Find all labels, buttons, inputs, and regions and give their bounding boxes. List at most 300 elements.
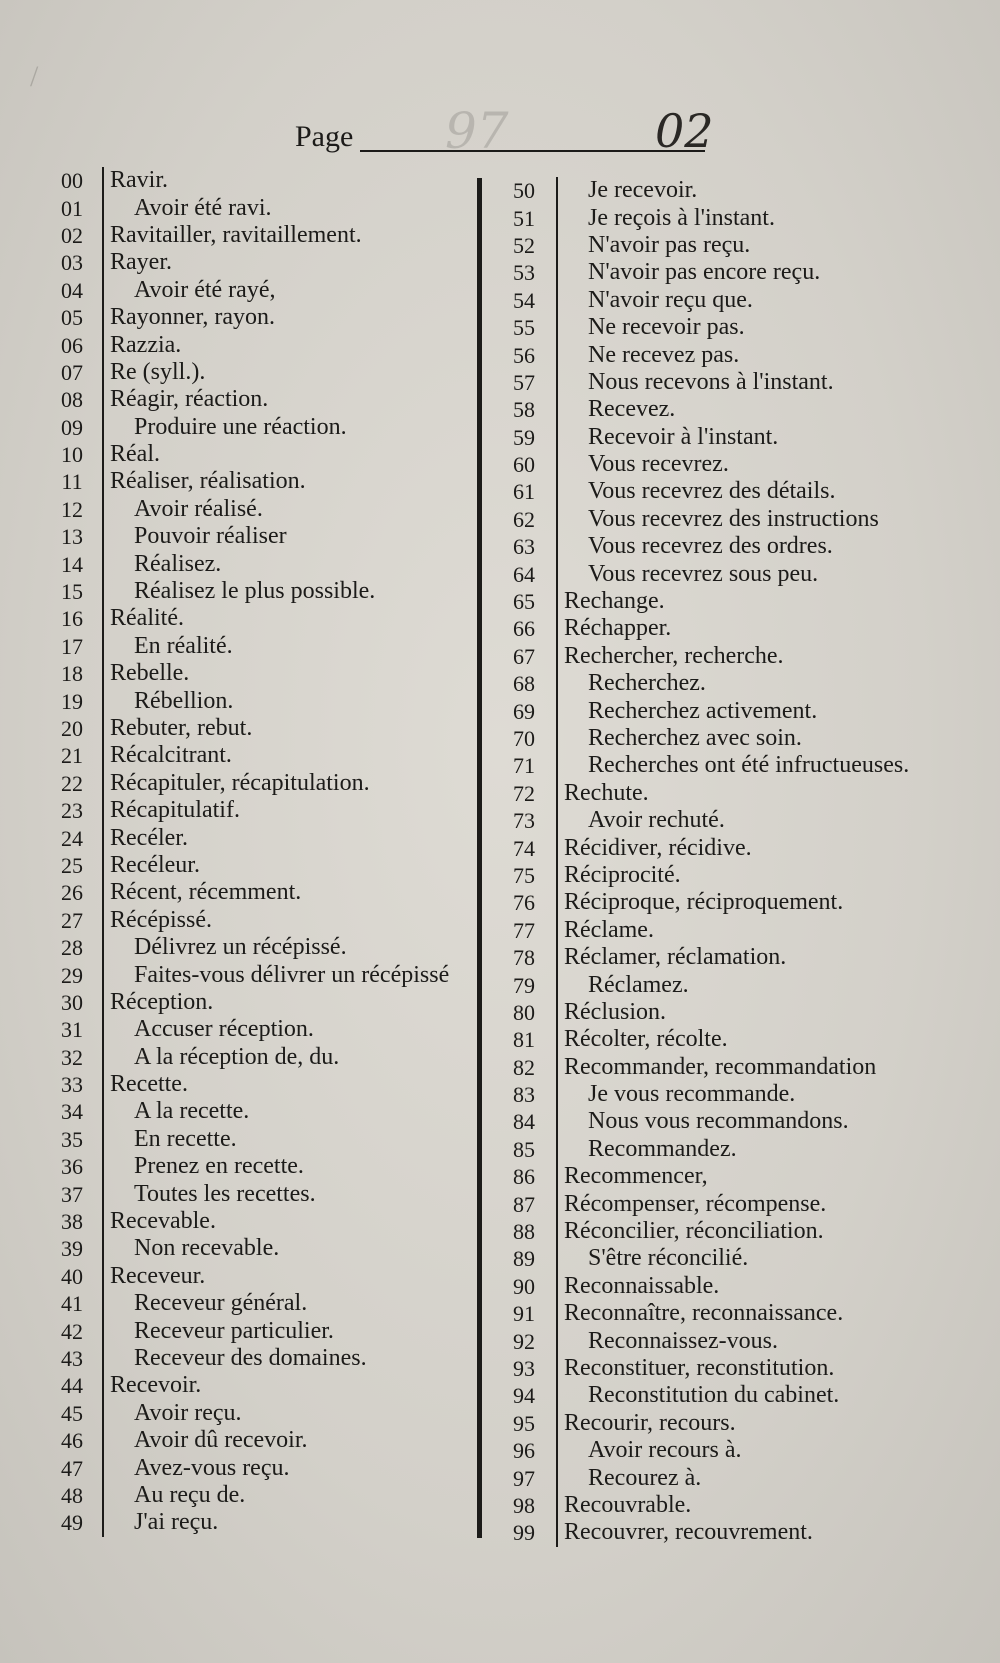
code-entry-row xyxy=(500,1519,950,1546)
code-entry-row xyxy=(50,1180,490,1207)
code-phrase: Vous recevrez sous peu. xyxy=(588,560,819,587)
code-number: 41 xyxy=(50,1290,104,1317)
code-number: 80 xyxy=(500,999,558,1026)
code-entry-row xyxy=(50,578,490,605)
code-entry-row xyxy=(500,1382,950,1409)
code-phrase: Recourir, recours. xyxy=(564,1409,736,1436)
code-number: 51 xyxy=(500,204,558,231)
code-entry-row xyxy=(500,478,950,505)
left-code-column xyxy=(50,167,490,1537)
code-entry-row xyxy=(500,1054,950,1081)
code-entry-row xyxy=(500,1163,950,1190)
code-number: 12 xyxy=(50,496,104,523)
code-entry-row xyxy=(500,396,950,423)
code-phrase: Reconstituer, reconstitution. xyxy=(564,1354,835,1381)
code-entry-row xyxy=(500,1437,950,1464)
code-number: 63 xyxy=(500,533,558,560)
code-number: 91 xyxy=(500,1300,558,1327)
code-number: 83 xyxy=(500,1081,558,1108)
code-number: 21 xyxy=(50,742,104,769)
code-number: 77 xyxy=(500,917,558,944)
code-phrase: Réclusion. xyxy=(564,998,666,1025)
code-phrase: Récent, récemment. xyxy=(110,879,302,906)
code-phrase: Je reçois à l'instant. xyxy=(588,204,775,231)
code-phrase: Récalcitrant. xyxy=(110,742,232,769)
code-entry-row xyxy=(50,605,490,632)
code-number: 23 xyxy=(50,797,104,824)
code-entry-row xyxy=(500,204,950,231)
code-entry-row xyxy=(50,1509,490,1536)
code-number: 89 xyxy=(500,1245,558,1272)
code-entry-row xyxy=(50,1427,490,1454)
code-entry-row xyxy=(50,1126,490,1153)
code-number: 28 xyxy=(50,934,104,961)
code-number: 22 xyxy=(50,770,104,797)
code-phrase: Reconnaissable. xyxy=(564,1272,720,1299)
code-number: 85 xyxy=(500,1136,558,1163)
code-entry-row xyxy=(500,341,950,368)
code-number: 84 xyxy=(500,1108,558,1135)
code-number: 07 xyxy=(50,359,104,386)
code-entry-row xyxy=(500,451,950,478)
code-entry-row xyxy=(500,862,950,889)
code-entry-row xyxy=(50,961,490,988)
handwritten-page-number: 02 xyxy=(655,104,714,158)
code-number: 36 xyxy=(50,1153,104,1180)
code-number: 87 xyxy=(500,1190,558,1217)
code-number: 54 xyxy=(500,287,558,314)
code-number: 44 xyxy=(50,1372,104,1399)
code-phrase: Receveur des domaines. xyxy=(134,1344,367,1371)
code-phrase: Vous recevrez des ordres. xyxy=(588,533,833,560)
code-entry-row xyxy=(50,907,490,934)
code-phrase: Recéleur. xyxy=(110,851,200,878)
code-entry-row xyxy=(50,167,490,194)
code-phrase: Réal. xyxy=(110,441,160,468)
code-phrase: Receveur. xyxy=(110,1262,206,1289)
code-number: 72 xyxy=(500,780,558,807)
handwritten-old-page-number: 97 xyxy=(445,102,509,160)
code-entry-row xyxy=(50,441,490,468)
code-phrase: Toutes les recettes. xyxy=(134,1180,316,1207)
code-number: 58 xyxy=(500,396,558,423)
code-number: 60 xyxy=(500,451,558,478)
code-entry-row xyxy=(500,834,950,861)
code-phrase: Receveur général. xyxy=(134,1290,308,1317)
code-phrase: Recommander, recommandation xyxy=(564,1053,877,1080)
code-phrase: Réclame. xyxy=(564,916,654,943)
code-number: 88 xyxy=(500,1218,558,1245)
code-number: 08 xyxy=(50,386,104,413)
code-entry-row xyxy=(50,1098,490,1125)
code-entry-row xyxy=(50,742,490,769)
code-entry-row xyxy=(500,424,950,451)
code-phrase: Réciproque, réciproquement. xyxy=(564,889,844,916)
code-number: 74 xyxy=(500,834,558,861)
code-phrase: Recevez. xyxy=(588,396,676,423)
code-entry-row xyxy=(50,523,490,550)
code-entry-row xyxy=(500,1492,950,1519)
code-entry-row xyxy=(500,314,950,341)
code-phrase: Rayonner, rayon. xyxy=(110,304,275,331)
code-entry-row xyxy=(500,1273,950,1300)
code-number: 98 xyxy=(500,1492,558,1519)
code-entry-row xyxy=(500,944,950,971)
code-entry-row xyxy=(500,1327,950,1354)
code-number: 68 xyxy=(500,670,558,697)
code-phrase: Recouvrable. xyxy=(564,1491,692,1518)
code-phrase: Recommandez. xyxy=(588,1135,737,1162)
code-number: 14 xyxy=(50,550,104,577)
code-entry-row xyxy=(50,1235,490,1262)
code-number: 30 xyxy=(50,989,104,1016)
code-phrase: Réconcilier, réconciliation. xyxy=(564,1218,824,1245)
code-phrase: Nous recevons à l'instant. xyxy=(588,368,834,395)
code-phrase: Vous recevrez des instructions xyxy=(588,505,879,532)
code-number: 96 xyxy=(500,1437,558,1464)
code-entry-row xyxy=(50,359,490,386)
code-number: 64 xyxy=(500,560,558,587)
code-phrase: S'être réconcilié. xyxy=(588,1245,749,1272)
code-phrase: Réalisez le plus possible. xyxy=(134,578,376,605)
code-entry-row xyxy=(50,550,490,577)
code-number: 15 xyxy=(50,578,104,605)
code-number: 95 xyxy=(500,1410,558,1437)
code-phrase: Recherchez. xyxy=(588,670,706,697)
code-number: 43 xyxy=(50,1345,104,1372)
code-number: 18 xyxy=(50,660,104,687)
code-phrase: Reconstitution du cabinet. xyxy=(588,1382,840,1409)
code-phrase: A la recette. xyxy=(134,1098,250,1125)
code-phrase: Recherchez activement. xyxy=(588,697,818,724)
code-phrase: Ne recevoir pas. xyxy=(588,314,745,341)
code-entry-row xyxy=(500,643,950,670)
code-entry-row xyxy=(500,177,950,204)
code-phrase: Rebuter, rebut. xyxy=(110,715,253,741)
code-number: 69 xyxy=(500,697,558,724)
code-number: 97 xyxy=(500,1464,558,1491)
code-entry-row xyxy=(500,1108,950,1135)
code-entry-row xyxy=(500,588,950,615)
code-entry-row xyxy=(500,369,950,396)
code-entry-row xyxy=(500,1136,950,1163)
code-number: 39 xyxy=(50,1235,104,1262)
code-phrase: Produire une réaction. xyxy=(134,413,347,440)
code-number: 46 xyxy=(50,1427,104,1454)
code-phrase: Vous recevrez. xyxy=(588,451,729,478)
code-number: 56 xyxy=(500,341,558,368)
code-entry-row xyxy=(50,1400,490,1427)
code-entry-row xyxy=(50,277,490,304)
code-entry-row xyxy=(50,687,490,714)
code-number: 03 xyxy=(50,249,104,276)
code-entry-row xyxy=(50,249,490,276)
code-number: 00 xyxy=(50,167,104,194)
code-entry-row xyxy=(500,752,950,779)
page-header xyxy=(295,102,735,160)
code-entry-row xyxy=(50,1372,490,1399)
code-phrase: N'avoir pas encore reçu. xyxy=(588,259,821,286)
code-number: 61 xyxy=(500,478,558,505)
code-phrase: Réclamez. xyxy=(588,971,689,998)
code-number: 10 xyxy=(50,441,104,468)
code-phrase: Avoir été rayé, xyxy=(134,276,276,303)
code-number: 75 xyxy=(500,862,558,889)
code-entry-row xyxy=(500,971,950,998)
code-number: 38 xyxy=(50,1208,104,1235)
code-entry-row xyxy=(500,670,950,697)
code-number: 70 xyxy=(500,725,558,752)
code-phrase: Rayer. xyxy=(110,249,172,276)
right-code-column xyxy=(500,177,950,1547)
code-phrase: Recette. xyxy=(110,1071,188,1098)
code-phrase: Ravitailler, ravitaillement. xyxy=(110,221,362,248)
code-phrase: Avez-vous reçu. xyxy=(134,1454,290,1481)
code-number: 11 xyxy=(50,468,104,495)
code-phrase: Avoir dû recevoir. xyxy=(134,1427,308,1454)
code-phrase: Je vous recommande. xyxy=(588,1081,796,1108)
code-entry-row xyxy=(50,194,490,221)
code-entry-row xyxy=(500,917,950,944)
code-phrase: Réalité. xyxy=(110,605,184,632)
code-number: 78 xyxy=(500,944,558,971)
code-phrase: Rechercher, recherche. xyxy=(564,642,784,669)
code-number: 59 xyxy=(500,424,558,451)
code-number: 17 xyxy=(50,633,104,660)
code-phrase: Receveur particulier. xyxy=(134,1317,334,1344)
page-number-line xyxy=(360,150,705,152)
code-number: 55 xyxy=(500,314,558,341)
code-entry-row xyxy=(50,1263,490,1290)
code-phrase: Recherchez avec soin. xyxy=(588,725,802,751)
code-number: 86 xyxy=(500,1163,558,1190)
code-entry-row xyxy=(50,1071,490,1098)
code-number: 53 xyxy=(500,259,558,286)
code-phrase: Prenez en recette. xyxy=(134,1153,304,1180)
code-entry-row xyxy=(500,615,950,642)
code-entry-row xyxy=(500,232,950,259)
code-phrase: Récompenser, récompense. xyxy=(564,1190,827,1217)
code-phrase: En recette. xyxy=(134,1125,237,1152)
code-phrase: Accuser réception. xyxy=(134,1016,314,1043)
code-entry-row xyxy=(500,1300,950,1327)
code-number: 99 xyxy=(500,1519,558,1546)
code-number: 27 xyxy=(50,907,104,934)
code-phrase: Je recevoir. xyxy=(588,177,698,204)
code-phrase: Réaliser, réalisation. xyxy=(110,468,306,495)
code-entry-row xyxy=(50,1345,490,1372)
code-phrase: Rechange. xyxy=(564,588,665,615)
code-phrase: Avoir rechuté. xyxy=(588,807,725,834)
code-number: 90 xyxy=(500,1273,558,1300)
code-entry-row xyxy=(50,715,490,742)
code-number: 66 xyxy=(500,615,558,642)
code-phrase: Non recevable. xyxy=(134,1235,280,1262)
code-phrase: Délivrez un récépissé. xyxy=(134,934,347,961)
code-number: 76 xyxy=(500,889,558,916)
code-phrase: Récapitulatif. xyxy=(110,797,240,824)
code-phrase: Avoir réalisé. xyxy=(134,495,263,522)
code-entry-row xyxy=(500,807,950,834)
code-phrase: Recevable. xyxy=(110,1208,216,1235)
code-phrase: Vous recevrez des détails. xyxy=(588,478,836,505)
code-number: 65 xyxy=(500,588,558,615)
code-number: 45 xyxy=(50,1400,104,1427)
code-phrase: Recevoir à l'instant. xyxy=(588,423,779,450)
code-number: 73 xyxy=(500,807,558,834)
code-number: 57 xyxy=(500,369,558,396)
code-number: 31 xyxy=(50,1016,104,1043)
code-number: 67 xyxy=(500,643,558,670)
code-phrase: Réagir, réaction. xyxy=(110,386,269,413)
code-entry-row xyxy=(500,1355,950,1382)
code-number: 16 xyxy=(50,605,104,632)
code-number: 52 xyxy=(500,232,558,259)
code-phrase: Recommencer, xyxy=(564,1163,708,1190)
code-phrase: Avoir recours à. xyxy=(588,1437,742,1464)
code-phrase: Réciprocité. xyxy=(564,861,681,888)
code-entry-row xyxy=(50,1454,490,1481)
code-entry-row xyxy=(50,1153,490,1180)
code-entry-row xyxy=(500,1190,950,1217)
code-phrase: Recherches ont été infructueuses. xyxy=(588,752,910,779)
code-phrase: Récolter, récolte. xyxy=(564,1026,728,1053)
code-number: 47 xyxy=(50,1454,104,1481)
code-number: 35 xyxy=(50,1126,104,1153)
code-phrase: Réception. xyxy=(110,988,214,1015)
code-entry-row xyxy=(50,660,490,687)
code-phrase: Faites-vous délivrer un récépissé xyxy=(134,961,450,988)
code-entry-row xyxy=(500,725,950,752)
code-entry-row xyxy=(50,414,490,441)
code-number: 81 xyxy=(500,1026,558,1053)
code-entry-row xyxy=(500,889,950,916)
code-number: 48 xyxy=(50,1482,104,1509)
code-entry-row xyxy=(500,999,950,1026)
code-number: 32 xyxy=(50,1044,104,1071)
code-entry-row xyxy=(50,1016,490,1043)
code-number: 92 xyxy=(500,1327,558,1354)
code-phrase: Recéler. xyxy=(110,824,188,851)
code-number: 93 xyxy=(500,1355,558,1382)
code-phrase: Pouvoir réaliser xyxy=(134,523,287,550)
code-entry-row xyxy=(500,697,950,724)
code-entry-row xyxy=(50,633,490,660)
code-entry-row xyxy=(500,1410,950,1437)
code-number: 79 xyxy=(500,971,558,998)
code-number: 34 xyxy=(50,1098,104,1125)
code-number: 42 xyxy=(50,1317,104,1344)
scan-artifact: / xyxy=(30,60,39,93)
page-label: Page xyxy=(295,120,354,153)
code-entry-row xyxy=(50,770,490,797)
code-number: 33 xyxy=(50,1071,104,1098)
code-entry-row xyxy=(50,222,490,249)
code-phrase: Razzia. xyxy=(110,331,182,358)
code-number: 37 xyxy=(50,1180,104,1207)
code-number: 50 xyxy=(500,177,558,204)
code-number: 62 xyxy=(500,506,558,533)
code-number: 94 xyxy=(500,1382,558,1409)
code-phrase: Reconnaissez-vous. xyxy=(588,1327,778,1354)
code-phrase: Récépissé. xyxy=(110,906,212,933)
code-phrase: N'avoir reçu que. xyxy=(588,286,753,313)
code-entry-row xyxy=(50,824,490,851)
code-number: 06 xyxy=(50,331,104,358)
code-number: 40 xyxy=(50,1263,104,1290)
code-entry-row xyxy=(500,259,950,286)
code-phrase: En réalité. xyxy=(134,632,233,659)
code-phrase: A la réception de, du. xyxy=(134,1043,340,1070)
code-entry-row xyxy=(500,560,950,587)
code-phrase: Réclamer, réclamation. xyxy=(564,944,787,971)
code-entry-row xyxy=(50,934,490,961)
code-phrase: Réalisez. xyxy=(134,550,222,577)
code-phrase: Réchapper. xyxy=(564,615,672,642)
code-number: 20 xyxy=(50,715,104,742)
code-number: 05 xyxy=(50,304,104,331)
code-entry-row xyxy=(50,1290,490,1317)
code-number: 04 xyxy=(50,277,104,304)
code-number: 29 xyxy=(50,961,104,988)
code-number: 02 xyxy=(50,222,104,249)
code-phrase: Rébellion. xyxy=(134,687,234,714)
code-number: 19 xyxy=(50,687,104,714)
code-phrase: Ne recevez pas. xyxy=(588,341,740,368)
code-phrase: Rechute. xyxy=(564,779,649,806)
code-phrase: J'ai reçu. xyxy=(134,1509,219,1536)
code-entry-row xyxy=(50,304,490,331)
code-phrase: Re (syll.). xyxy=(110,358,206,385)
code-phrase: Ravir. xyxy=(110,167,168,194)
code-phrase: Avoir reçu. xyxy=(134,1399,242,1426)
code-number: 71 xyxy=(500,752,558,779)
code-entry-row xyxy=(500,1081,950,1108)
code-phrase: Au reçu de. xyxy=(134,1481,246,1508)
code-entry-row xyxy=(50,989,490,1016)
code-phrase: Rebelle. xyxy=(110,660,190,687)
code-entry-row xyxy=(50,468,490,495)
code-number: 13 xyxy=(50,523,104,550)
code-entry-row xyxy=(50,496,490,523)
code-entry-row xyxy=(50,1482,490,1509)
code-number: 24 xyxy=(50,824,104,851)
code-entry-row xyxy=(50,331,490,358)
code-phrase: Recourez à. xyxy=(588,1464,702,1491)
code-number: 09 xyxy=(50,414,104,441)
code-phrase: Recouvrer, recouvrement. xyxy=(564,1519,813,1546)
code-entry-row xyxy=(500,780,950,807)
code-number: 82 xyxy=(500,1054,558,1081)
code-entry-row xyxy=(50,852,490,879)
code-entry-row xyxy=(50,1208,490,1235)
code-phrase: N'avoir pas reçu. xyxy=(588,231,751,258)
code-phrase: Nous vous recommandons. xyxy=(588,1108,849,1135)
code-number: 49 xyxy=(50,1509,104,1536)
code-entry-row xyxy=(500,1218,950,1245)
code-entry-row xyxy=(50,1317,490,1344)
code-entry-row xyxy=(500,506,950,533)
code-phrase: Récapituler, récapitulation. xyxy=(110,769,370,796)
code-entry-row xyxy=(50,386,490,413)
code-entry-row xyxy=(500,1245,950,1272)
code-entry-row xyxy=(50,879,490,906)
code-entry-row xyxy=(50,797,490,824)
code-entry-row xyxy=(500,1464,950,1491)
code-number: 26 xyxy=(50,879,104,906)
code-number: 01 xyxy=(50,194,104,221)
code-entry-row xyxy=(500,533,950,560)
